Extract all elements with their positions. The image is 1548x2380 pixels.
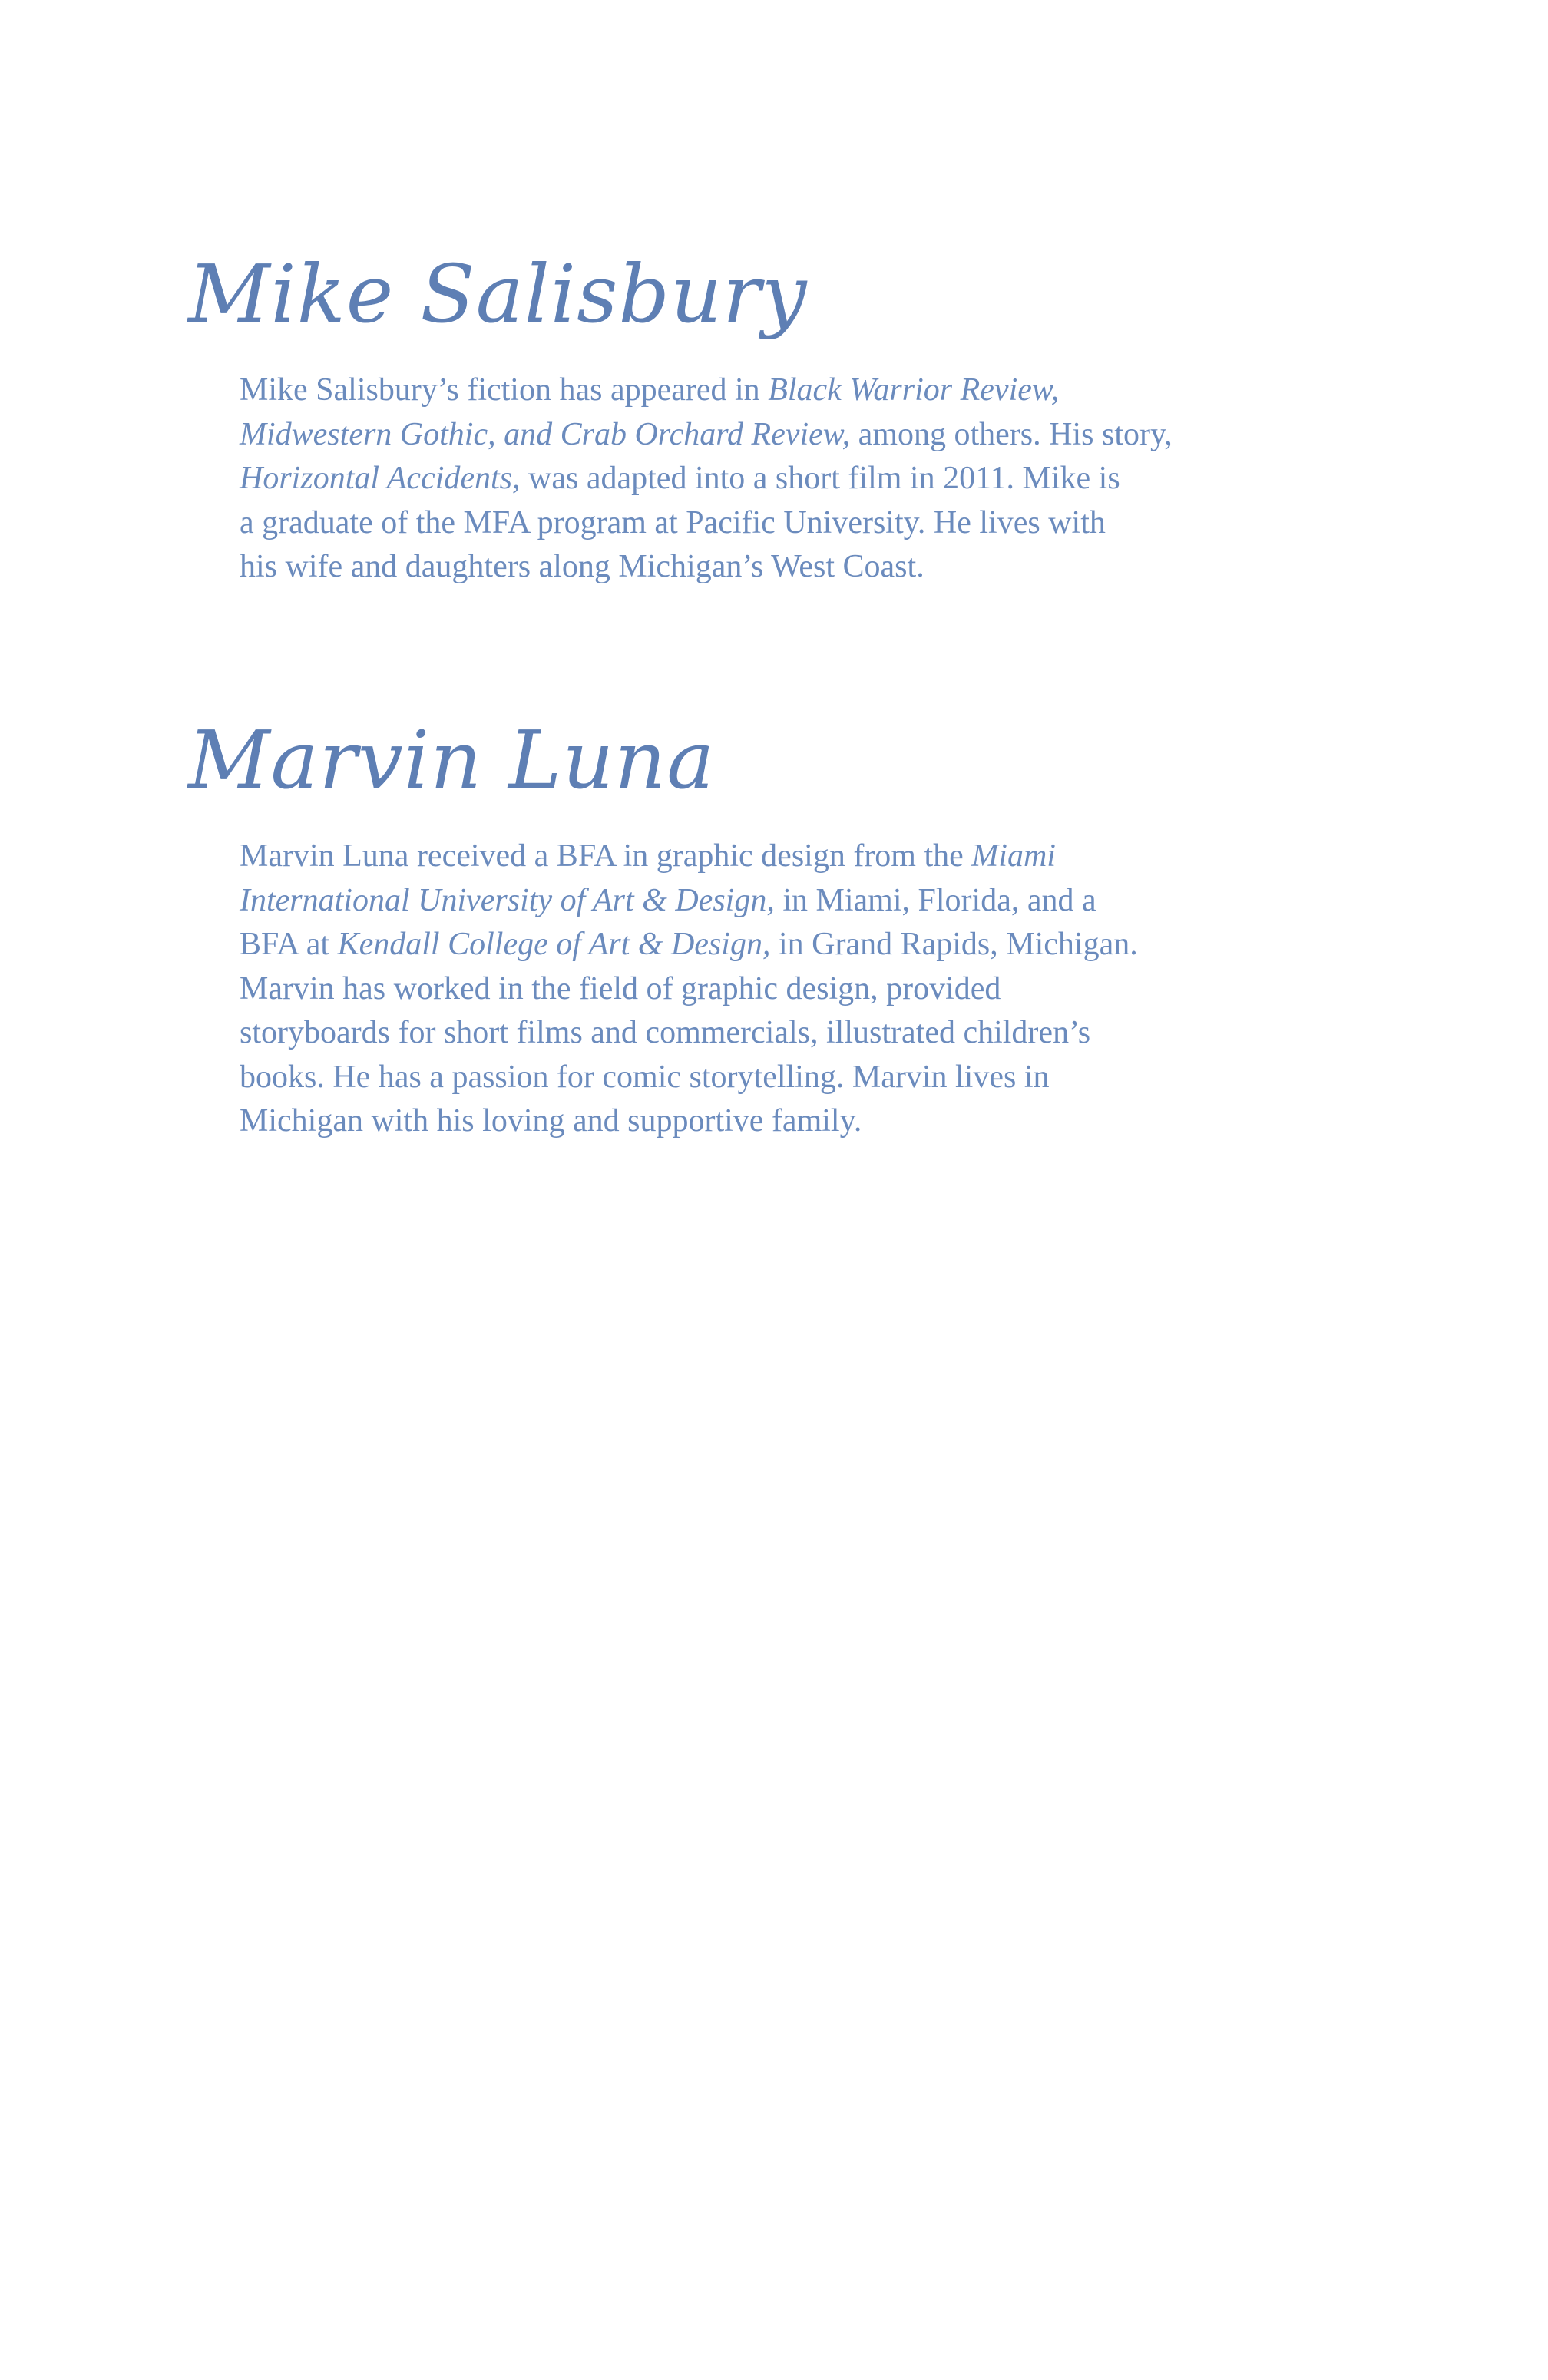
- bio-line: [240, 545, 1207, 590]
- bio-text-segment: Michigan with his loving and supportive family.: [240, 1103, 862, 1139]
- bio-line: [240, 1056, 1207, 1100]
- italic-title-text: Kendall College of Art & Design,: [337, 927, 771, 962]
- bio-line: [240, 369, 1207, 413]
- italic-title-text: Miami: [971, 838, 1056, 874]
- bio-paragraph: [240, 835, 1207, 1144]
- bio-line: [240, 457, 1207, 501]
- bio-text-segment: BFA at: [240, 927, 338, 962]
- bio-text-segment: storyboards for short films and commercials, illustrated children’s: [240, 1015, 1091, 1050]
- bio-line: [240, 967, 1207, 1012]
- bio-line: [240, 1099, 1207, 1144]
- bio-text-segment: in Miami, Florida, and a: [774, 882, 1096, 918]
- bio-text-segment: a graduate of the MFA program at Pacific University. He lives with: [240, 504, 1106, 540]
- bio-line: [240, 923, 1207, 967]
- bio-line: [240, 835, 1207, 879]
- bio-text-segment: his wife and daughters along Michigan’s West Coast.: [240, 549, 925, 584]
- bio-text-segment: books. He has a passion for comic storytelling. Marvin lives in: [240, 1059, 1050, 1095]
- bio-line: [240, 501, 1207, 546]
- bio-line: [240, 879, 1207, 924]
- bio-text-segment: was adapted into a short film in 2011. Mike is: [520, 461, 1120, 496]
- author-name-heading: Mike Salisbury: [188, 247, 808, 341]
- author-name-heading: Marvin Luna: [188, 713, 716, 807]
- bio-text-segment: Marvin Luna received a BFA in graphic design from the: [240, 838, 972, 874]
- bio-text-segment: Mike Salisbury’s fiction has appeared in: [240, 372, 769, 408]
- bio-line: [240, 1011, 1207, 1056]
- italic-title-text: International University of Art & Design,: [240, 882, 775, 918]
- bio-line: [240, 413, 1207, 458]
- bio-text-segment: in Grand Rapids, Michigan.: [770, 927, 1138, 962]
- italic-title-text: Midwestern Gothic, and Crab Orchard Review,: [240, 416, 851, 452]
- italic-title-text: Black Warrior Review,: [768, 372, 1060, 408]
- italic-title-text: Horizontal Accidents,: [240, 461, 521, 496]
- bio-text-segment: Marvin has worked in the field of graphic design, provided: [240, 970, 1001, 1007]
- bio-paragraph: [240, 369, 1207, 590]
- bio-text-segment: among others. His story,: [850, 416, 1173, 452]
